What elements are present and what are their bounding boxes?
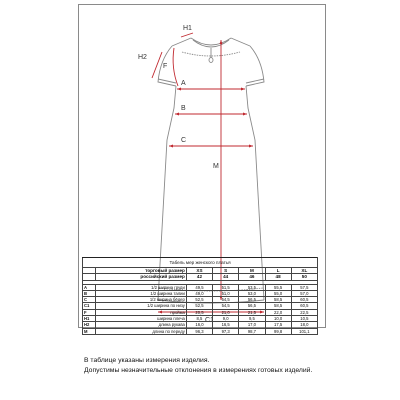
label-h2: H2 <box>138 54 147 61</box>
table-row: C 1/2 ширина бёдер 52,5 54,5 56,5 58,5 60,5 <box>83 297 318 303</box>
table-row: H1 ширина плеча 8,5 9,0 9,5 10,0 10,5 <box>83 316 318 322</box>
header-russian-size: российский размер <box>95 274 186 280</box>
label-h1: H1 <box>183 25 192 32</box>
label-c: C <box>181 137 187 144</box>
label-m: M <box>213 163 219 170</box>
label-b: B <box>181 105 186 112</box>
label-c1: C1 <box>205 317 214 324</box>
size-table: Табель мер женского платья торговый размер XS S M L XL российский размер 42 44 46 48 50 A 1/2 ширина груди 49,5 51,5 53,5 55,5 57,5 B 1/2 ширина талии 49,0 51,0 53,0 55,0 57,0 C 1/2 ширина бёдер 52,5 54,5 56,5 58,5 60,5 C1 1/2 ширина по низу 52,5 54,5 56,5 58,5 60,5 F пройма 20,5 21,0 21,5 22,0 22,5 H1 ширина плеча 8,5 9,0 9,5 10,0 10,5 H2 длина рукава 16,0 16,5 17,0 17,5 18,0 M длина по переду 96,3 97,3 98,7 99,8 101,1 <box>82 257 318 335</box>
table-row: B 1/2 ширина талии 49,0 51,0 53,0 55,0 57,0 <box>83 290 318 296</box>
note-tolerance: Допустимы незначительные отклонения в измерениях готовых изделий. <box>84 367 313 374</box>
table-title: Табель мер женского платья <box>83 258 318 268</box>
table-row: M длина по переду 96,3 97,3 98,7 99,8 101,1 <box>83 328 318 334</box>
table-row: C1 1/2 ширина по низу 52,5 54,5 56,5 58,5 60,5 <box>83 303 318 309</box>
table-row: F пройма 20,5 21,0 21,5 22,0 22,5 <box>83 309 318 315</box>
header-trade-size: торговый размер <box>95 268 186 274</box>
label-a: A <box>181 80 186 87</box>
label-f: F <box>163 63 168 70</box>
table-row: A 1/2 ширина груди 49,5 51,5 53,5 55,5 57,5 <box>83 284 318 290</box>
table-row: H2 длина рукава 16,0 16,5 17,0 17,5 18,0 <box>83 322 318 328</box>
note-measurements: В таблице указаны измерения изделия. <box>84 357 210 364</box>
